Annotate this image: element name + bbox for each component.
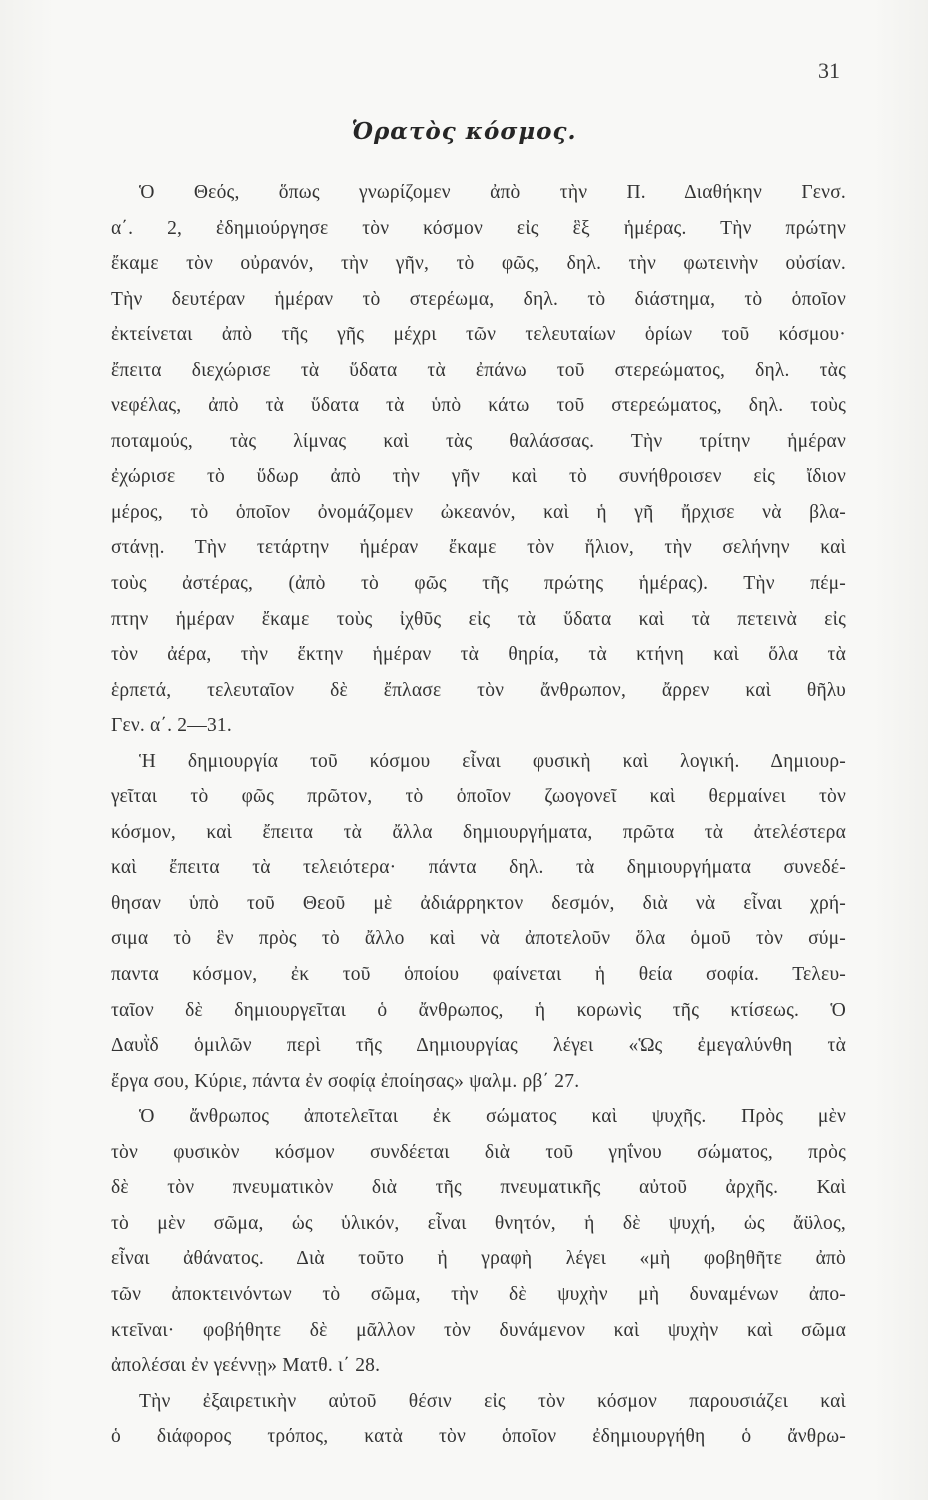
text-line: ἐχώρισε τὸ ὕδωρ ἀπὸ τὴν γῆν καὶ τὸ συνήθροισεν εἰς ἴδιον <box>111 466 846 488</box>
text-line: κόσμον, καὶ ἔπειτα τὰ ἄλλα δημιουργήματα, πρῶτα τὰ ἀτελέστερα <box>111 821 846 843</box>
text-line: τῶν ἀποκτεινόντων τὸ σῶμα, τὴν δὲ ψυχὴν μὴ δυναμένων ἀπο- <box>111 1283 846 1305</box>
page-number: 31 <box>818 58 840 83</box>
text-line: ὁ διάφορος τρόπος, κατὰ τὸν ὁποῖον ἐδημιουργήθη ὁ ἄνθρω- <box>111 1426 846 1448</box>
text-line: πτην ἡμέραν ἔκαμε τοὺς ἰχθῦς εἰς τὰ ὕδατα καὶ τὰ πετεινὰ εἰς <box>111 608 846 630</box>
text-line: Δαυῒδ ὁμιλῶν περὶ τῆς Δημιουργίας λέγει «Ὡς ἐμεγαλύνθη τὰ <box>111 1035 846 1057</box>
text-line: Ὁ Θεός, ὅπως γνωρίζομεν ἀπὸ τὴν Π. Διαθήκην Γενσ. <box>139 182 846 203</box>
text-line: ἔπειτα διεχώρισε τὰ ὕδατα τὰ ἐπάνω τοῦ στερεώματος, δηλ. τὰς <box>111 359 846 381</box>
text-line: τὸ μὲν σῶμα, ὡς ὑλικόν, εἶναι θνητόν, ἡ δὲ ψυχή, ὡς ἄϋλος, <box>111 1212 846 1234</box>
text-line: σιμα τὸ ἓν πρὸς τὸ ἄλλο καὶ νὰ ἀποτελοῦν ὅλα ὁμοῦ τὸν σύμ- <box>111 928 846 950</box>
text-line: θησαν ὑπὸ τοῦ Θεοῦ μὲ ἀδιάρρηκτον δεσμόν, διὰ νὰ εἶναι χρή- <box>111 892 846 914</box>
text-line: ποταμούς, τὰς λίμνας καὶ τὰς θαλάσσας. Τὴν τρίτην ἡμέραν <box>111 430 846 452</box>
text-line: τὸν φυσικὸν κόσμον συνδέεται διὰ τοῦ γηΐνου σώματος, πρὸς <box>111 1141 846 1163</box>
text-line: εἶναι ἀθάνατος. Διὰ τοῦτο ἡ γραφὴ λέγει «μὴ φοβηθῆτε ἀπὸ <box>111 1248 846 1270</box>
text-line: δὲ τὸν πνευματικὸν διὰ τῆς πνευματικῆς αὐτοῦ ἀρχῆς. Καὶ <box>111 1177 846 1199</box>
text-line: ἔκαμε τὸν οὐρανόν, τὴν γῆν, τὸ φῶς, δηλ. τὴν φωτεινὴν οὐσίαν. <box>111 253 846 275</box>
text-line: ταῖον δὲ δημιουργεῖται ὁ ἄνθρωπος, ἡ κορωνὶς τῆς κτίσεως. Ὁ <box>111 999 846 1021</box>
text-line: Τὴν δευτέραν ἡμέραν τὸ στερέωμα, δηλ. τὸ διάστημα, τὸ ὁποῖον <box>111 288 846 310</box>
text-line: Ὁ ἄνθρωπος ἀποτελεῖται ἐκ σώματος καὶ ψυχῆς. Πρὸς μὲν <box>139 1106 846 1128</box>
text-line: στάνῃ. Τὴν τετάρτην ἡμέραν ἔκαμε τὸν ἥλιον, τὴν σελήνην καὶ <box>111 537 846 559</box>
text-line: γεῖται τὸ φῶς πρῶτον, τὸ ὁποῖον ζωογονεῖ καὶ θερμαίνει τὸν <box>111 786 846 808</box>
text-line: ἔργα σου, Κύριε, πάντα ἐν σοφίᾳ ἐποίησας» ψαλμ. ρβ΄ 27. <box>111 1070 580 1092</box>
text-line: Ἡ δημιουργία τοῦ κόσμου εἶναι φυσικὴ καὶ λογική. Δημιουρ- <box>139 750 846 772</box>
text-line: μέρος, τὸ ὁποῖον ὀνομάζομεν ὠκεανόν, καὶ ἡ γῆ ἤρχισε νὰ βλα- <box>111 501 846 523</box>
text-line: τοὺς ἀστέρας, (ἀπὸ τὸ φῶς τῆς πρώτης ἡμέρας). Τὴν πέμ- <box>111 573 846 595</box>
section-title: Ὁρατὸς κόσμος. <box>351 118 577 145</box>
text-line: Γεν. α΄. 2—31. <box>111 715 232 737</box>
body-text <box>111 175 846 1455</box>
text-line: νεφέλας, ἀπὸ τὰ ὕδατα τὰ ὑπὸ κάτω τοῦ στερεώματος, δηλ. τοὺς <box>111 395 846 417</box>
text-line: Τὴν ἐξαιρετικὴν αὐτοῦ θέσιν εἰς τὸν κόσμον παρουσιάζει καὶ <box>139 1390 846 1412</box>
text-line: παντα κόσμον, ἐκ τοῦ ὁποίου φαίνεται ἡ θεία σοφία. Τελευ- <box>111 964 846 986</box>
text-line: α΄. 2, ἐδημιούργησε τὸν κόσμον εἰς ἓξ ἡμέρας. Τὴν πρώτην <box>111 217 846 239</box>
text-line: κτεῖναι· φοβήθητε δὲ μᾶλλον τὸν δυνάμενον καὶ ψυχὴν καὶ σῶμα <box>111 1319 846 1341</box>
text-line: ἑρπετά, τελευταῖον δὲ ἔπλασε τὸν ἄνθρωπον, ἄρρεν καὶ θῆλυ <box>111 679 846 701</box>
text-line: τὸν ἀέρα, τὴν ἕκτην ἡμέραν τὰ θηρία, τὰ κτήνη καὶ ὅλα τὰ <box>111 644 846 666</box>
text-line: ἐκτείνεται ἀπὸ τῆς γῆς μέχρι τῶν τελευταίων ὁρίων τοῦ κόσμου· <box>111 324 846 346</box>
text-line: καὶ ἔπειτα τὰ τελειότερα· πάντα δηλ. τὰ δημιουργήματα συνεδέ- <box>111 857 846 879</box>
text-line: ἀπολέσαι ἐν γεέννῃ» Ματθ. ι΄ 28. <box>111 1355 381 1377</box>
